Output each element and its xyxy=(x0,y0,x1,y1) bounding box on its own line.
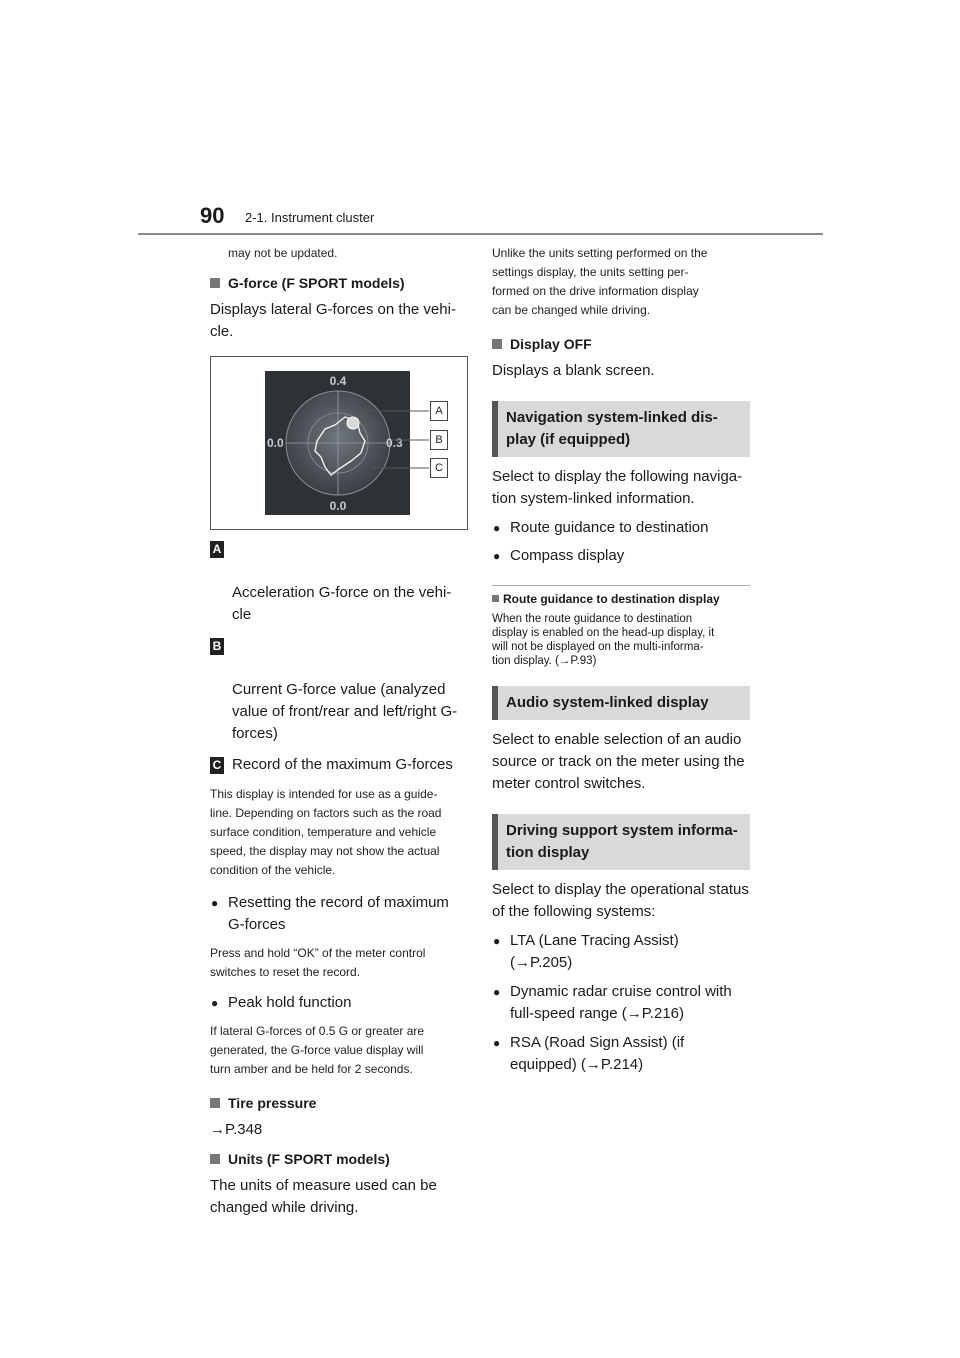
guide-note: This display is intended for use as a guide- line. Depending on factors such as the road surface condition, temperature and vehicle speed, the display may not show the actual condition of the vehicle. xyxy=(210,787,442,877)
tire-ref-link[interactable]: →P.348 xyxy=(210,1121,263,1138)
fig-value-top: 0.4 xyxy=(329,374,347,388)
reset-bullet: ● Resetting the record of maximum G-forces xyxy=(210,892,470,936)
units-heading: Units (F SPORT models) xyxy=(210,1149,470,1169)
tire-heading: Tire pressure xyxy=(210,1093,470,1113)
legend-item-c xyxy=(210,754,470,776)
driving-support-heading: Driving support system informa- tion display xyxy=(492,814,750,870)
display-off-description: Displays a blank screen. xyxy=(492,362,655,379)
navigation-description: Select to display the following naviga- tion system-linked information. xyxy=(492,468,743,507)
legend-text-b: Current G-force value (analyzed value of front/rear and left/right G- forces) xyxy=(232,681,458,742)
continued-text: may not be updated. xyxy=(228,246,338,260)
driving-support-description: Select to display the operational status of the following systems: xyxy=(492,881,749,920)
callout-b: B xyxy=(430,430,448,450)
legend-text-c: Record of the maximum G-forces xyxy=(232,756,453,773)
callout-a: A xyxy=(430,401,448,421)
peak-bullet: ● Peak hold function xyxy=(210,992,470,1014)
audio-heading: Audio system-linked display xyxy=(492,686,750,720)
route-note-heading: Route guidance to destination display xyxy=(492,591,752,607)
page-number: 90 xyxy=(200,203,225,228)
gforce-description: Displays lateral G-forces on the vehi- cle. xyxy=(210,301,456,340)
legend-item-b xyxy=(210,635,470,745)
nav-bullet-route: ● Route guidance to destination xyxy=(492,517,752,539)
units-note: Unlike the units setting performed on the settings display, the units setting per- formed on the drive information display can be changed while driving. xyxy=(492,246,708,317)
drive-bullet-lta: ● LTA (Lane Tracing Assist) (→P.205) xyxy=(492,930,752,974)
note-separator xyxy=(492,585,750,586)
peak-note: If lateral G-forces of 0.5 G or greater are generated, the G-force value display will turn amber and be held for 2 seconds. xyxy=(210,1024,425,1076)
legend-label-c: C xyxy=(210,757,224,774)
drive-bullet-radar-cruise: ● Dynamic radar cruise control with full-speed range (→P.216) xyxy=(492,981,752,1025)
fig-value-left: 0.0 xyxy=(267,436,284,450)
fig-value-bottom: 0.0 xyxy=(329,499,347,513)
callout-lines xyxy=(211,357,467,529)
fig-value-right: 0.3 xyxy=(386,436,403,450)
drive-bullet-rsa: ● RSA (Road Sign Assist) (if equipped) (→P.214) xyxy=(492,1032,752,1076)
units-description: The units of measure used can be changed while driving. xyxy=(210,1177,437,1216)
nav-bullet-compass: ● Compass display xyxy=(492,545,752,567)
legend-label-a: A xyxy=(210,541,224,558)
right-column xyxy=(492,244,752,1076)
callout-c: C xyxy=(430,458,448,478)
route-note: When the route guidance to destination display is enabled on the head-up display, it will not be displayed on the multi-informa- tion display. (→P.93) xyxy=(492,613,715,667)
legend-text-a: Acceleration G-force on the vehi- cle xyxy=(232,584,452,623)
legend-item-a xyxy=(210,538,470,626)
gforce-figure xyxy=(210,356,468,530)
audio-description: Select to enable selection of an audio source or track on the meter using the meter control switches. xyxy=(492,731,745,792)
section-title: 2-1. Instrument cluster xyxy=(245,210,375,225)
display-off-heading: Display OFF xyxy=(492,334,752,354)
legend-label-b: B xyxy=(210,638,224,655)
navigation-heading: Navigation system-linked dis- play (if equipped) xyxy=(492,401,750,457)
reset-note: Press and hold “OK” of the meter control switches to reset the record. xyxy=(210,946,426,979)
gforce-heading: G-force (F SPORT models) xyxy=(210,273,470,293)
left-column xyxy=(210,244,470,1219)
header-rule xyxy=(138,233,823,235)
